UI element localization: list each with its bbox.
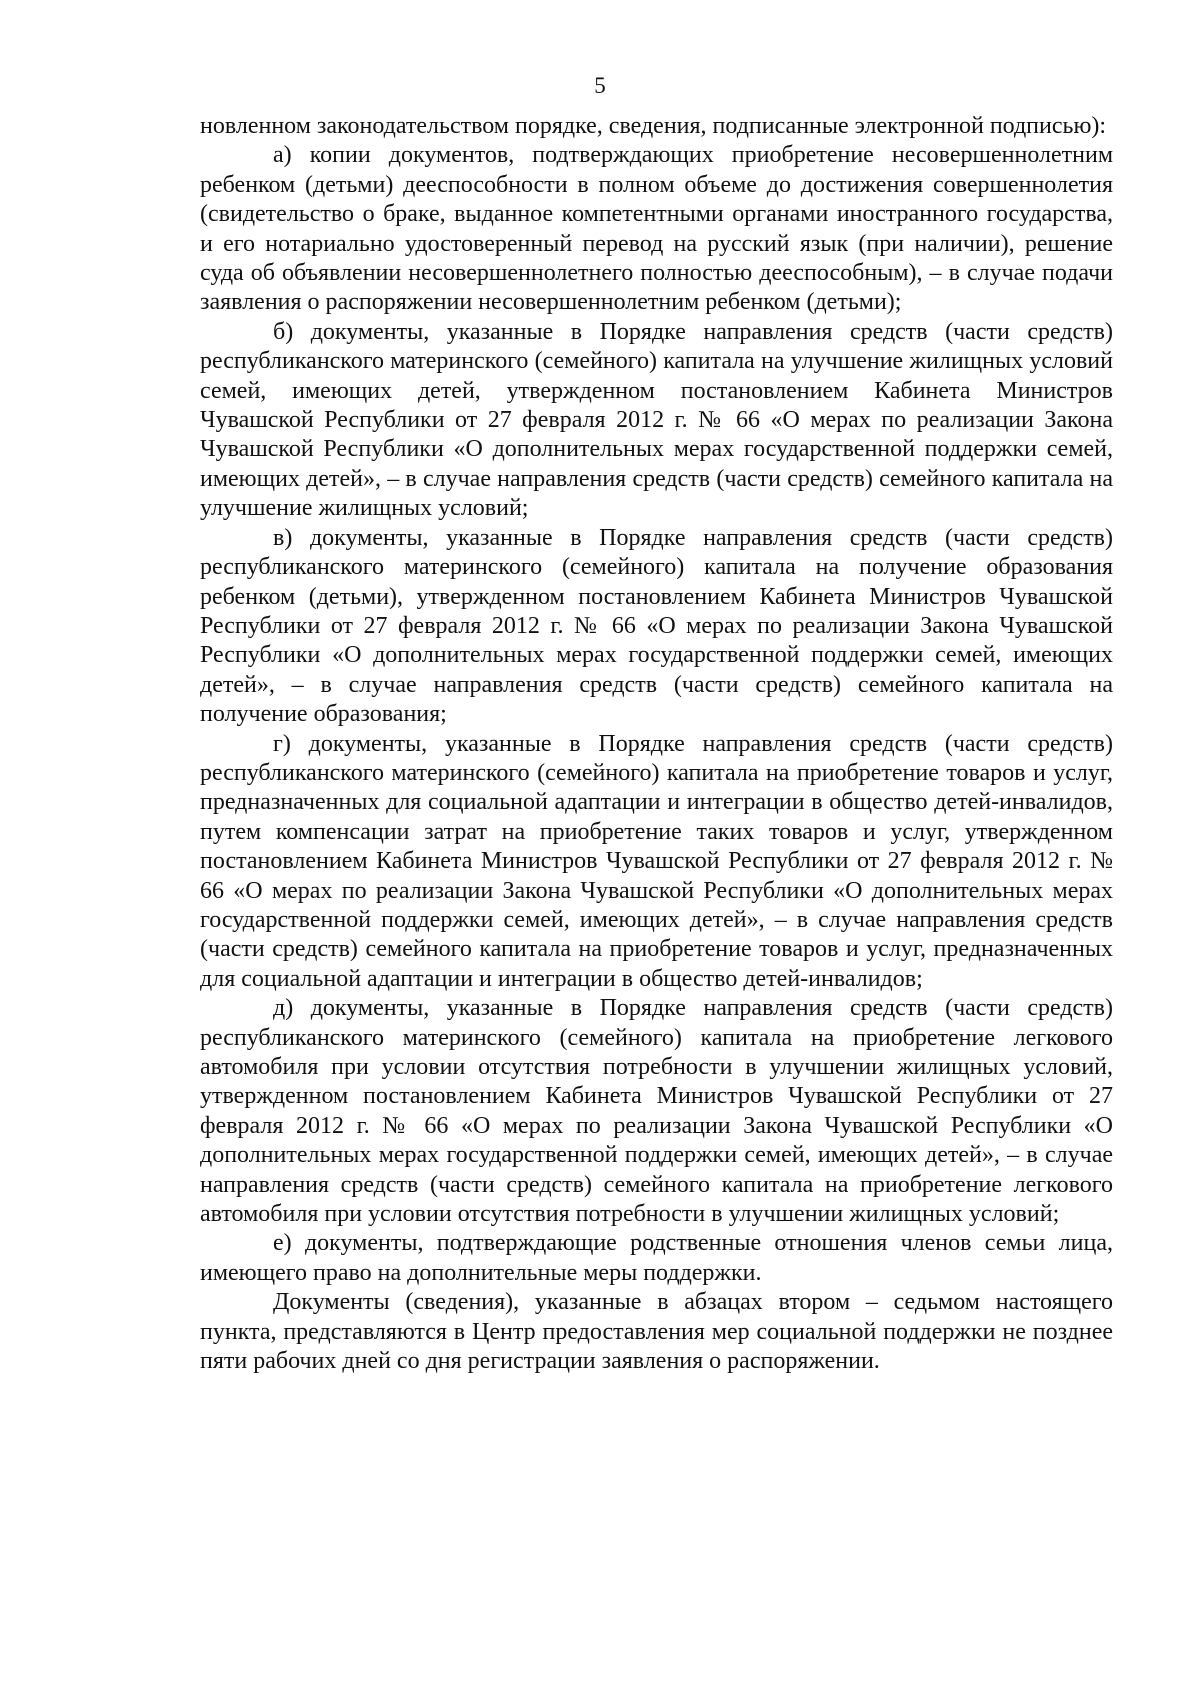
- paragraph-item-e: е) документы, подтверждающие родственные отношения членов семьи лица, имеющего право на дополнительные меры поддержки.: [200, 1230, 1113, 1286]
- paragraph-continuation: новленном законодательством порядке, сведения, подписанные электронной подписью):: [200, 113, 1107, 139]
- page-number: 5: [594, 73, 606, 98]
- document-body: [200, 112, 1113, 1376]
- paragraph-closing: Документы (сведения), указанные в абзацах втором – седьмом настоящего пункта, представляются в Центр предоставления мер социальной поддержки не позднее пяти рабочих дней со дня регистрации заявления о распоряжении.: [200, 1289, 1113, 1375]
- paragraph-item-b: б) документы, указанные в Порядке направления средств (части средств) республиканского материнского (семейного) капитала на улучшение жилищных условий семей, имеющих детей, утвержденном постановлением Кабинета Министров Чувашской Республики от 27 февраля 2012 г. № 66 «О мерах по реализации Закона Чувашской Республики «О дополнительных мерах государственной поддержки семей, имеющих детей», – в случае направления средств (части средств) семейного капитала на улучшение жилищных условий;: [200, 318, 1113, 522]
- paragraph-item-v: в) документы, указанные в Порядке направления средств (части средств) республиканского материнского (семейного) капитала на получение образования ребенком (детьми), утвержденном постановлением Кабинета Министров Чувашской Республики от 27 февраля 2012 г. № 66 «О мерах по реализации Закона Чувашской Республики «О дополнительных мерах государственной поддержки семей, имеющих детей», – в случае направления средств (части средств) семейного капитала на получение образования;: [200, 524, 1113, 728]
- paragraph-item-d: д) документы, указанные в Порядке направления средств (части средств) республиканского материнского (семейного) капитала на приобретение легкового автомобиля при условии отсутствия потребности в улучшении жилищных условий, утвержденном постановлением Кабинета Министров Чувашской Республики от 27 февраля 2012 г. № 66 «О мерах по реализации Закона Чувашской Республики «О дополнительных мерах государственной поддержки семей, имеющих детей», – в случае направления средств (части средств) семейного капитала на приобретение легкового автомобиля при условии отсутствия потребности в улучшении жилищных условий;: [200, 995, 1113, 1228]
- paragraph-item-g: г) документы, указанные в Порядке направления средств (части средств) республиканского материнского (семейного) капитала на приобретение товаров и услуг, предназначенных для социальной адаптации и интеграции в общество детей-инвалидов, путем компенсации затрат на приобретение таких товаров и услуг, утвержденном постановлением Кабинета Министров Чувашской Республики от 27 февраля 2012 г. № 66 «О мерах по реализации Закона Чувашской Республики «О дополнительных мерах государственной поддержки семей, имеющих детей», – в случае направления средств (части средств) семейного капитала на приобретение товаров и услуг, предназначенных для социальной адаптации и интеграции в общество детей-инвалидов;: [200, 730, 1113, 992]
- paragraph-item-a: а) копии документов, подтверждающих приобретение несовершеннолетним ребенком (детьми) дееспособности в полном объеме до достижения совершеннолетия (свидетельство о браке, выданное компетентными органами иностранного государства, и его нотариально удостоверенный перевод на русский язык (при наличии), решение суда об объявлении несовершеннолетнего полностью дееспособным), – в случае подачи заявления о распоряжении несовершеннолетним ребенком (детьми);: [200, 142, 1113, 316]
